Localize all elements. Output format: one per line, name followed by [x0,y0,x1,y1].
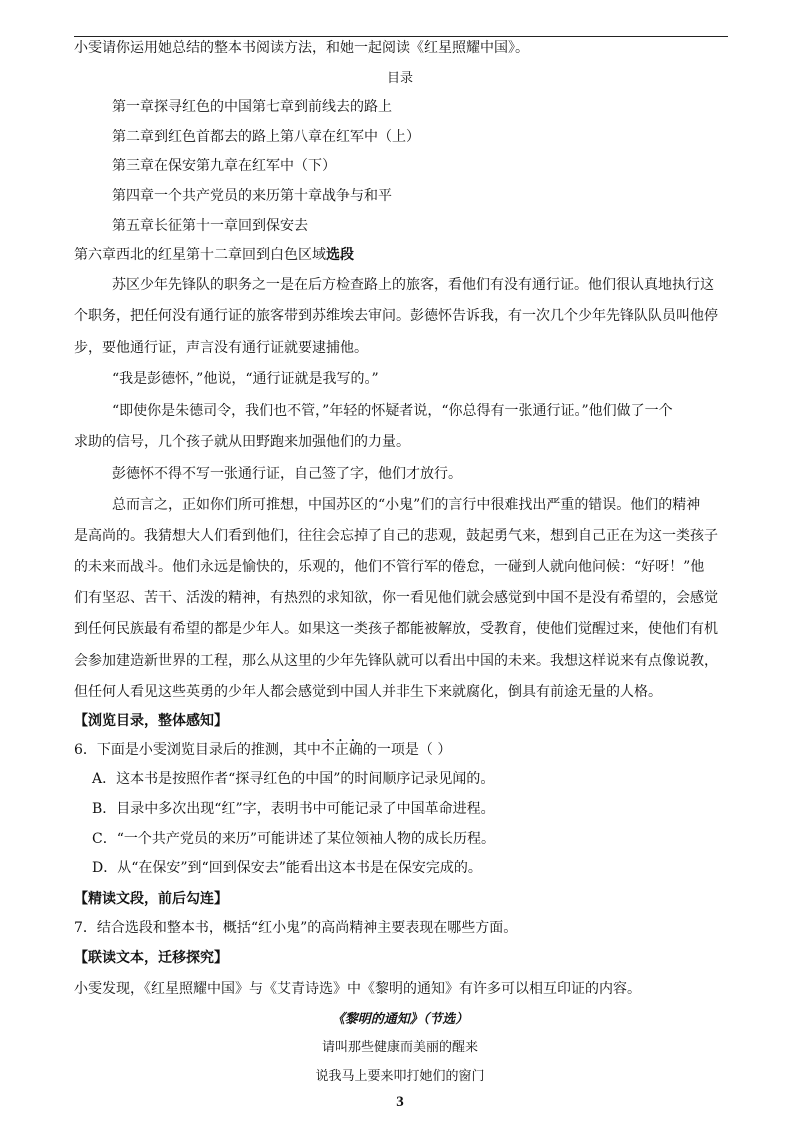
q6-stem-emphasis: • • • 不正确 [321,742,363,758]
q6-stem-after: 的一项是（ ） [362,742,452,758]
poem-line: 说我马上要来叩打她们的窗门 [315,1069,485,1084]
toc-item-6 [74,245,354,265]
section-heading: 【联读文本，迁移探究】 [74,950,228,966]
section-heading: 【精读文段，前后勾连】 [74,891,228,907]
intro-text: 小雯请你运用她总结的整本书阅读方法，和她一起阅读《红星照耀中国》。 [74,40,529,56]
excerpt-line: 步，要他通行证，声言没有通行证就要逮捕他。 [74,340,368,356]
excerpt-line: 是高尚的。我猜想大人们看到他们，往往会忘掉了自己的悲观，鼓起勇气来，想到自己正在为这一类孩子 [74,528,718,544]
excerpt-line: 们有坚忍、苦干、活泼的精神，有热烈的求知欲，你一看见他们就会感觉到中国不是没有希望的，会感觉 [74,590,718,606]
link-paragraph: 小雯发现，《红星照耀中国》与《艾青诗选》中《黎明的通知》有许多可以相互印证的内容。 [74,981,641,997]
poem-line: 请叫那些健康而美丽的醒来 [321,1040,478,1055]
excerpt-line: 会参加建造新世界的工程，那么从这里的少年先锋队就可以看出中国的未来。我想这样说来有点像说教， [74,653,718,669]
excerpt-line: 彭德怀不得不写一张通行证，自己签了字，他们才放行。 [112,466,462,482]
excerpt-line: “即使你是朱德司令，我们也不管，”年轻的怀疑者说，“你总得有一张通行证。”他们做了一个 [112,403,673,419]
toc-item: 第一章探寻红色的中国第七章到前线去的路上 [112,99,392,115]
toc-title: 目录 [386,71,413,86]
option-d: D．从“在保安”到“回到保安去”能看出这本书是在保安完成的。 [92,860,482,876]
excerpt-line: 总而言之，正如你们所可推想，中国苏区的“小鬼”们的言行中很难找出严重的错误。他们的精神 [112,497,701,513]
excerpt-line: 的未来而战斗。他们永远是愉快的，乐观的，他们不管行军的倦怠，一碰到人就向他问候：“好呀！”他 [74,559,705,575]
excerpt-line: 苏区少年先锋队的职务之一是在后方检查路上的旅客，看他们有没有通行证。他们很认真地执行这 [112,277,714,293]
section-heading: 【浏览目录，整体感知】 [74,713,228,729]
excerpt-line: 但任何人看见这些英勇的少年人都会感觉到中国人并非生下来就腐化，倒具有前途无量的人格。 [74,684,662,700]
excerpt-line: 个职务，把任何没有通行证的旅客带到苏维埃去审问。彭德怀告诉我，有一次几个少年先锋队队员叫他停 [74,308,718,324]
q6-stem-before: 6．下面是小雯浏览目录后的推测，其中 [74,742,321,758]
toc-item: 第四章一个共产党员的来历第十章战争与和平 [112,188,392,204]
excerpt-line: “我是彭德怀，”他说，“通行证就是我写的。” [112,371,379,387]
header-rule [74,36,728,37]
poem-title: 《黎明的通知》（节选） [331,1012,469,1027]
page-number: 3 [396,1094,404,1110]
excerpt-line: 到任何民族最有希望的都是少年人。如果这一类孩子都能被解放，受教育，使他们觉醒过来，使他们有机 [74,621,718,637]
toc-item: 第五章长征第十一章回到保安去 [112,218,308,234]
toc-item-6-text: 第六章西北的红星第十二章回到白色区域 [74,247,326,263]
toc-item: 第二章到红色首都去的路上第八章在红军中（上） [112,129,420,145]
question-7: 7．结合选段和整本书，概括“红小鬼”的高尚精神主要表现在哪些方面。 [74,920,518,936]
option-a: A．这本书是按照作者“探寻红色的中国”的时间顺序记录见闻的。 [92,771,495,787]
toc-item: 第三章在保安第九章在红军中（下） [112,158,336,174]
option-b: B．目录中多次出现“红”字，表明书中可能记录了中国革命进程。 [92,801,495,817]
excerpt-label: 选段 [326,247,354,263]
option-c: C．“一个共产党员的来历”可能讲述了某位领袖人物的成长历程。 [92,831,496,847]
excerpt-line: 求助的信号，几个孩子就从田野跑来加强他们的力量。 [74,434,410,450]
question-6 [74,740,451,760]
